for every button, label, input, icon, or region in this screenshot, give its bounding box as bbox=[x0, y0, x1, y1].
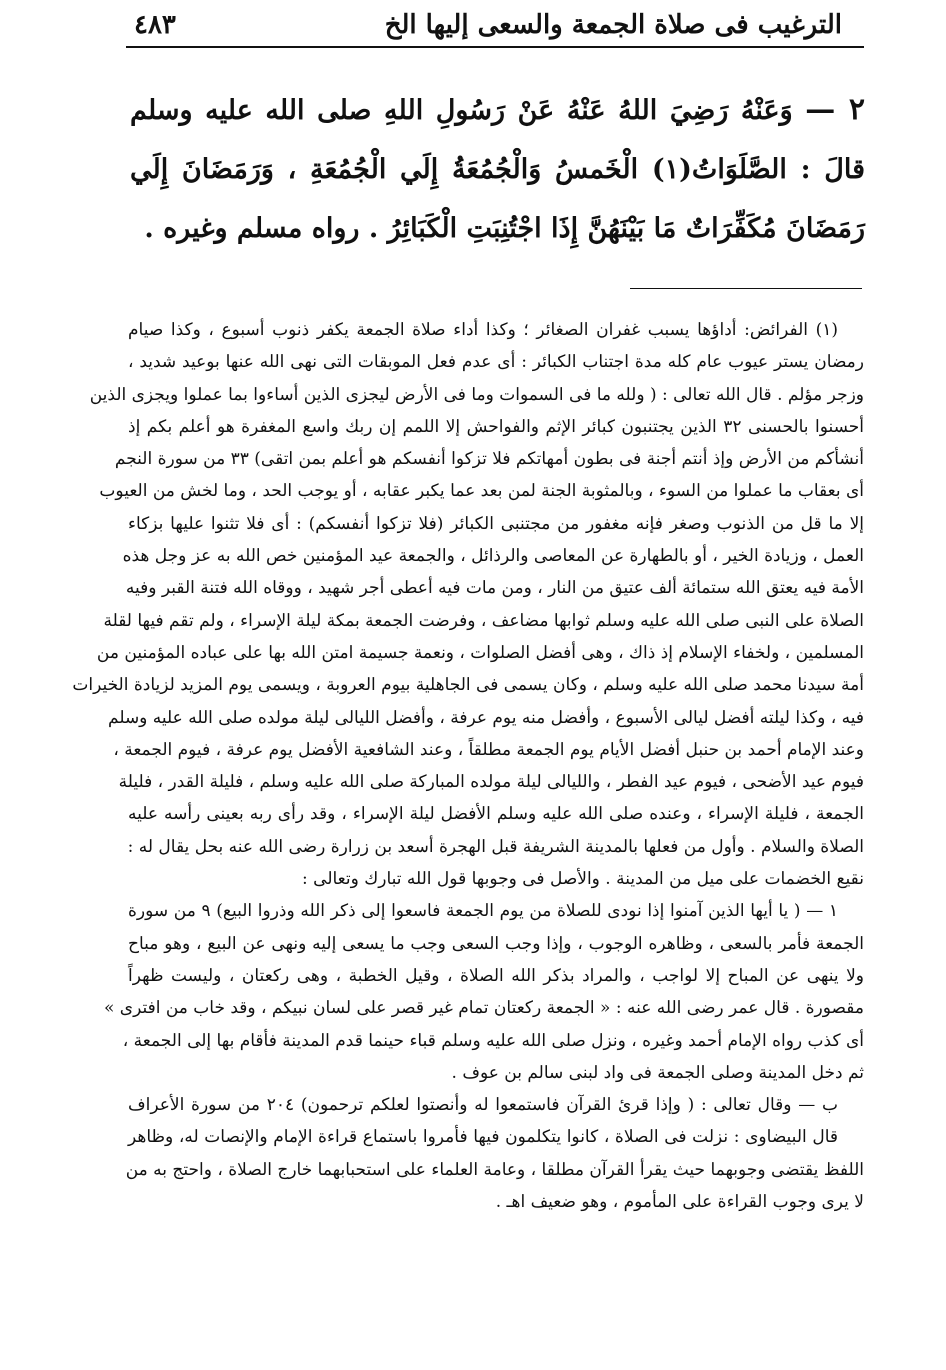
footnote-line: الأمة فيه يعتق الله ستمائة ألف عتيق من النار ، ومن مات فيه أعطى أجر شهيد ، ووقاه الله فتنة القبر وفيه bbox=[125, 578, 864, 599]
footnote-line: اللفظ يقتضى وجوبهما حيث يقرأ القرآن مطلقا ، وعامة العلماء على استحبابهما خارج الصلاة ، واحتج به من bbox=[125, 1159, 864, 1180]
hadith-number: ٢ — bbox=[805, 92, 865, 127]
footnote-line: أى بعقاب ما عملوا من السوء ، وبالمثوبة الجنة لمن بعد عما يكبر عقابه ، أو يوجب الحد ، وما لخش من العيوب bbox=[99, 481, 864, 502]
footnote-line: أحسنوا بالحسنى ٣٢ الذين يجتنبون كبائر الإثم والفواحش إلا اللمم إن ربك واسع المغفرة هو أعلم بكم إذ bbox=[128, 416, 865, 437]
footnote-line: أمة سيدنا محمد صلى الله عليه وسلم ، وكان يسمى فى الجاهلية بيوم العروبة ، ويسمى يوم المزيد لزيادة الخيرات bbox=[72, 675, 864, 696]
page-number: ٤٨٣ bbox=[134, 10, 176, 40]
footnote-line: ولا ينهى عن المباح إلا لواجب ، والمراد بذكر الله الصلاة ، وقيل الخطبة ، وهى ركعتان ، وليست ظهراً bbox=[128, 965, 864, 986]
footnote-line: (١) الفرائض: أداؤها يسبب غفران الصغائر ؛ وكذا أداء صلاة الجمعة يكفر ذنوب أسبوع ، وكذا صيام bbox=[128, 320, 838, 340]
footnote-line: وزجر مؤلم . قال الله تعالى : ( ولله ما فى السموات وما فى الأرض ليجزى الذين أساءوا بما عملوا ويجزى الذين bbox=[89, 384, 864, 405]
footnotes-block bbox=[72, 314, 865, 1218]
footnote-divider bbox=[630, 288, 862, 289]
footnote-line: الجمعة فأمر بالسعى ، وظاهره الوجوب ، وإذا وجب السعى وجب ما يسعى إليه ونهى عن البيع ، وهو مباح bbox=[128, 933, 864, 954]
footnote-line: فيوم عيد الأضحى ، فيوم عيد الفطر ، والليالى ليلة مولده المباركة صلى الله عليه وسلم ، فليلة القدر ، فليلة bbox=[118, 772, 864, 793]
footnote-line: مقصورة . قال عمر رضى الله عنه : « الجمعة ركعتان تمام غير قصر على لسان نبيكم ، وقد خاب من افترى » bbox=[103, 998, 864, 1019]
hadith-text-block bbox=[130, 80, 865, 258]
footnote-line: إلا ما قل من الذنوب وصغر فإنه مغفور من مجتنبى الكبائر (فلا تزكوا أنفسكم) : أى فلا تثنوا عليها بزكاء bbox=[128, 513, 864, 534]
footnote-line: ب — وقال تعالى : ( وإذا قرئ القرآن فاستمعوا له وأنصتوا لعلكم ترحمون) ٢٠٤ من سورة الأعراف bbox=[128, 1095, 838, 1116]
footnote-line: لا يرى وجوب القراءة على المأموم ، وهو ضعيف اهـ . bbox=[495, 1192, 864, 1213]
footnote-line: العمل ، وزيادة الخير ، أو بالطهارة عن المعاصى والرذائل ، والجمعة عيد المؤمنين خص الله به عز وجل هذه bbox=[122, 546, 864, 567]
footnote-line: الصلاة والسلام . وأول من فعلها بالمدينة الشريفة قبل الهجرة أسعد بن زرارة رضى الله عنه بحل يقال له : bbox=[127, 836, 864, 857]
footnote-line: الجمعة ، فليلة الإسراء ، وعنده صلى الله عليه وسلم الأفضل ليلة الإسراء ، وقد رأى ربه بعينى رأسه عليه bbox=[128, 804, 864, 825]
footnote-line: ثم دخل المدينة وصلى الجمعة فى واد لبنى سالم بن عوف . bbox=[451, 1062, 864, 1083]
footnote-line: قال البيضاوى : نزلت فى الصلاة ، كانوا يتكلمون فيها فأمروا باستماع قراءة الإمام والإنصات له، وظاهر bbox=[128, 1127, 838, 1148]
footnote-line: الصلاة على النبى صلى الله عليه وسلم ثوابها مضاعف ، وفرضت الجمعة بمكة ليلة الإسراء ، ولم تقم فيها لقلة bbox=[103, 610, 864, 631]
footnote-line: نقيع الخضمات على ميل من المدينة . والأصل فى وجوبها قول الله تبارك وتعالى : bbox=[302, 869, 864, 890]
footnote-line: فيه ، وكذا ليلته أفضل ليالى الأسبوع ، وأفضل منه يوم عرفة ، وأفضل الليالى ليلة مولده صلى الله عليه وسلم bbox=[108, 707, 864, 728]
footnote-line: ١ — ( يا أيها الذين آمنوا إذا نودى للصلاة من يوم الجمعة فاسعوا إلى ذكر الله وذروا البيع) ٩ من سورة bbox=[128, 901, 839, 922]
running-title: الترغيب فى صلاة الجمعة والسعى إليها الخ bbox=[384, 10, 842, 40]
footnote-line: وعند الإمام أحمد بن حنبل أفضل الأيام يوم الجمعة مطلقاً ، وعند الشافعية الأفضل يوم عرفة ، فيوم الجمعة ، bbox=[113, 739, 864, 760]
footnote-line: المسلمين ، ولخفاء الإسلام إذ ذاك ، وهى أفضل الصلوات ، ونعمة جسيمة امتن الله بها على عباده المؤمنين من bbox=[96, 642, 864, 663]
footnote-line: أى كذب رواه الإمام أحمد وغيره ، ونزل صلى الله عليه وسلم قباء حينما قدم المدينة فأقام بها إلى الجمعة ، bbox=[122, 1030, 864, 1051]
page-header bbox=[126, 6, 864, 48]
footnote-line: رمضان يستر عيوب عام كله مدة اجتناب الكبائر : أى عدم فعل الموبقات التى نهى الله عنها بوعيد شديد ، bbox=[128, 352, 864, 373]
footnote-line: أنشأكم من الأرض وإذ أنتم أجنة فى بطون أمهاتكم فلا تزكوا أنفسكم هو أعلم بمن اتقى) ٣٣ من سورة النجم bbox=[114, 449, 864, 470]
hadith-body: وَعَنْهُ رَضِيَ اللهُ عَنْهُ عَنْ رَسُولِ اللهِ صلى الله عليه وسلم قالَ : الصَّلَوَاتُ(١) الْخَمسُ وَالْجُمُعَةُ إِلَي الْجُمُعَةِ ، وَرَمَضَانَ إِلَي رَمَضَانَ مُكَفِّرَاتٌ مَا بَيْنَهُنَّ إِذَا اجْتُنِبَتِ الْكَبَائِرُ . رواه مسلم وغيره . bbox=[130, 95, 865, 244]
